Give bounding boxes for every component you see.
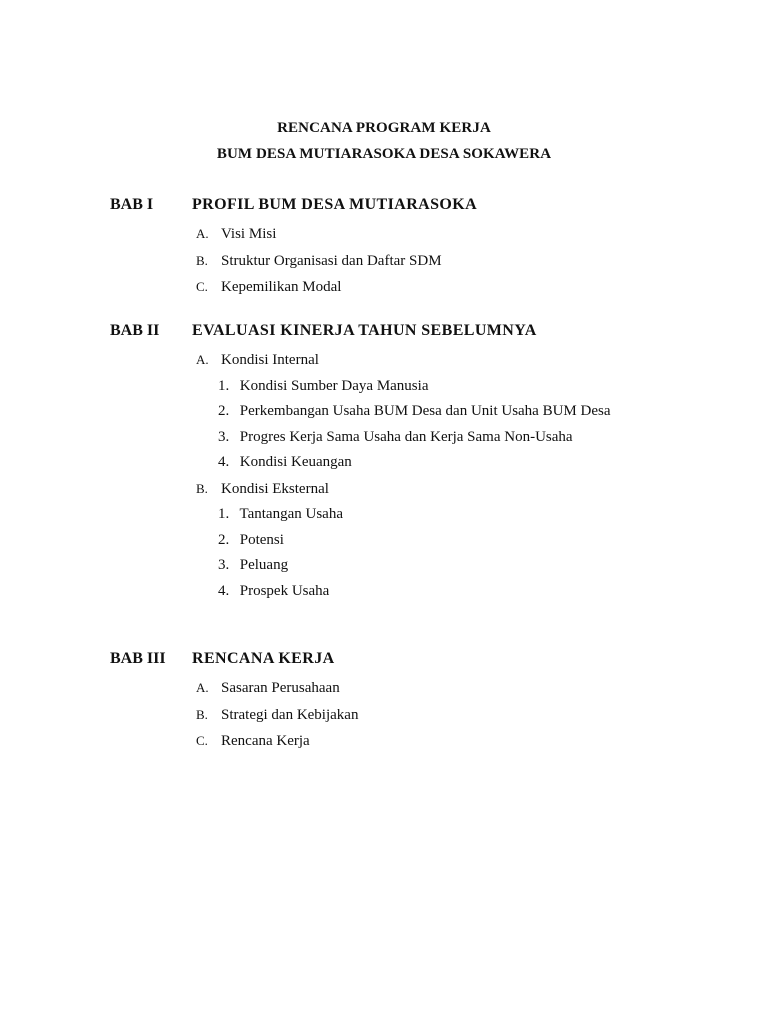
chapter-title: RENCANA KERJA xyxy=(192,650,335,667)
item-letter: B. xyxy=(196,706,208,722)
item-text: Kondisi Eksternal xyxy=(221,480,329,497)
chapter-title: EVALUASI KINERJA TAHUN SEBELUMNYA xyxy=(192,322,537,339)
chapter-label: BAB II xyxy=(110,322,160,339)
item-letter: A. xyxy=(196,352,209,367)
chapter-label: BAB I xyxy=(110,196,154,213)
sub-item-text: Potensi xyxy=(239,531,284,548)
sub-item-number: 1. xyxy=(218,506,230,522)
sub-item-text: Tantangan Usaha xyxy=(239,506,343,522)
sub-item-number: 3. xyxy=(218,557,230,573)
item-letter: C. xyxy=(196,733,208,748)
list-item xyxy=(196,274,676,301)
sub-item-number: 2. xyxy=(218,403,230,419)
item-text: Struktur Organisasi dan Daftar SDM xyxy=(221,252,442,269)
sub-item-text: Progres Kerja Sama Usaha dan Kerja Sama Non-Usaha xyxy=(239,428,573,445)
document-title: RENCANA PROGRAM KERJA xyxy=(277,120,491,136)
item-letter: A. xyxy=(196,680,209,695)
chapter-item-list xyxy=(196,221,676,301)
sub-item-number: 4. xyxy=(218,454,230,470)
document-subtitle: BUM DESA MUTIARASOKA DESA SOKAWERA xyxy=(216,146,552,162)
sub-item-number: 4. xyxy=(218,582,230,599)
sub-item-text: Prospek Usaha xyxy=(239,582,330,599)
item-text: Strategi dan Kebijakan xyxy=(221,706,359,723)
chapter-item-list xyxy=(196,675,676,755)
item-text: Visi Misi xyxy=(221,226,277,242)
sub-item-text: Kondisi Sumber Daya Manusia xyxy=(239,377,429,394)
sub-item-list xyxy=(196,502,676,604)
sub-list-item xyxy=(218,374,676,400)
sub-item-text: Peluang xyxy=(239,557,289,573)
sub-list-item xyxy=(218,502,676,528)
list-item xyxy=(196,221,676,248)
sub-list-item xyxy=(218,553,676,579)
item-letter: B. xyxy=(196,252,208,268)
sub-item-text: Perkembangan Usaha BUM Desa dan Unit Usaha BUM Desa xyxy=(239,403,611,419)
item-letter: B. xyxy=(196,480,208,496)
item-text: Kondisi Internal xyxy=(221,352,319,368)
item-text: Rencana Kerja xyxy=(221,733,310,749)
item-text: Kepemilikan Modal xyxy=(221,279,342,295)
item-letter: C. xyxy=(196,279,208,294)
item-letter: A. xyxy=(196,226,209,241)
chapter-label: BAB III xyxy=(110,650,166,667)
sub-item-number: 2. xyxy=(218,531,230,548)
sub-item-text: Kondisi Keuangan xyxy=(239,454,352,470)
list-item xyxy=(196,728,676,755)
list-item xyxy=(196,248,676,275)
chapter-title: PROFIL BUM DESA MUTIARASOKA xyxy=(192,196,478,213)
sub-item-number: 1. xyxy=(218,377,230,394)
list-item xyxy=(196,347,676,476)
item-text: Sasaran Perusahaan xyxy=(221,680,340,696)
chapter-item-list xyxy=(196,347,676,604)
list-item xyxy=(196,702,676,729)
list-item xyxy=(196,675,676,702)
sub-item-number: 3. xyxy=(218,428,230,445)
sub-list-item xyxy=(218,425,676,451)
sub-item-list xyxy=(196,374,676,476)
sub-list-item xyxy=(218,528,676,554)
sub-list-item xyxy=(218,450,676,476)
sub-list-item xyxy=(218,579,676,605)
sub-list-item xyxy=(218,399,676,425)
list-item xyxy=(196,476,676,605)
